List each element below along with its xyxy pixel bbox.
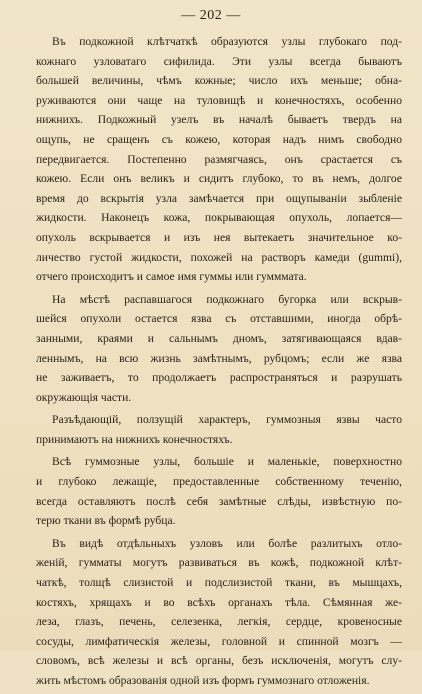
paragraph: [36, 534, 402, 691]
text-line: Разъѣдающій, ползущій характеръ, гуммозныя язвы часто: [52, 413, 402, 427]
text-line: леннымъ, на всю жизнь замѣтнымъ, рубцомъ; если же язва: [36, 351, 402, 365]
text-line: Всѣ гуммозные узлы, большіе и маленькіе, поверхностно: [52, 455, 402, 469]
text-line: личество густой жидкости, похожей на растворъ камеди (gummi),: [36, 250, 402, 264]
text-line: Въ видѣ отдѣльныхъ узловъ или болѣе разлитыхъ отло-: [52, 536, 402, 550]
text-line: нижнихъ. Подкожный узелъ въ началѣ бываетъ твердъ на: [36, 113, 402, 127]
paragraph: [36, 452, 402, 530]
text-line: леза, глазъ, печень, селезенка, легкія, сердце, кровеносные: [36, 615, 402, 629]
text-line: кожнаго узловатаго сифилида. Эти узлы всегда бываютъ: [36, 54, 402, 68]
text-line: костяхъ, хрящахъ и во всѣхъ органахъ тѣла. Сѣмянная же-: [36, 595, 402, 609]
text-line: словомъ, всѣ железы и всѣ органы, безъ исключенія, могутъ слу-: [36, 654, 402, 668]
body-text: [36, 32, 402, 694]
paragraph: [36, 32, 402, 287]
text-line: принимаютъ на нижнихъ конечностяхъ.: [36, 432, 233, 446]
text-line: шейся опухоли остается язва съ отставшими, иногда обрѣ-: [36, 312, 402, 326]
text-line: ощупь, не сращенъ съ кожею, которая надъ нимъ свободно: [36, 132, 402, 146]
text-line: не заживаетъ, то продолжаетъ распространяться и разрушать: [36, 371, 402, 385]
text-line: и глубоко лежащіе, предоставленные собственному теченію,: [36, 475, 402, 489]
text-line: всегда оставляютъ послѣ себя замѣтные слѣды, извѣстную по-: [36, 494, 402, 508]
text-line: большей величины, чѣмъ кожные; число ихъ меньше; обна-: [36, 74, 402, 88]
text-line: На мѣстѣ распавшагося подкожнаго бугорка или вскрыв-: [52, 292, 402, 306]
page-number: — 202 —: [181, 8, 241, 23]
text-line: опухоль вскрывается и изъ нея вытекаетъ значительное ко-: [36, 230, 402, 244]
text-line: жидкости. Наконецъ кожа, покрывающая опухоль, лопается—: [36, 211, 402, 225]
text-line: окружающія части.: [36, 390, 132, 404]
text-line: чаткѣ, толщѣ слизистой и подслизистой ткани, въ мышцахъ,: [36, 576, 402, 590]
text-line: Въ подкожной клѣтчаткѣ образуются узлы глубокаго под-: [52, 35, 402, 48]
text-line: руживаются они чаще на туловищѣ и конечностяхъ, особенно: [36, 93, 402, 107]
paragraph: [36, 290, 402, 408]
text-line: время до вскрытія узла замѣчается при ощупываніи зыбленіе: [36, 191, 402, 205]
text-line: жить мѣстомъ образованія одной изъ формъ гуммознаго отложенія.: [36, 674, 370, 687]
text-line: кожею. Если онъ великъ и сидитъ глубоко, то въ немъ, долгое: [36, 172, 402, 186]
paragraph: [36, 410, 402, 449]
text-line: терю ткани въ формѣ рубца.: [36, 514, 176, 528]
text-line: занными, краями и сальнымъ дномъ, затягивающаяся вдав-: [36, 331, 402, 345]
text-line: передвигается. Постепенно размягчаясь, онъ срастается съ: [36, 152, 402, 166]
text-line: отчего происходитъ и самое имя гуммы или гумммата.: [36, 270, 307, 284]
text-line: сосуды, лимфатическія железы, головной и спинной мозгъ —: [36, 634, 402, 648]
text-line: женій, гумматы могутъ развиваться въ кожѣ, подкожной клѣт-: [36, 556, 402, 570]
